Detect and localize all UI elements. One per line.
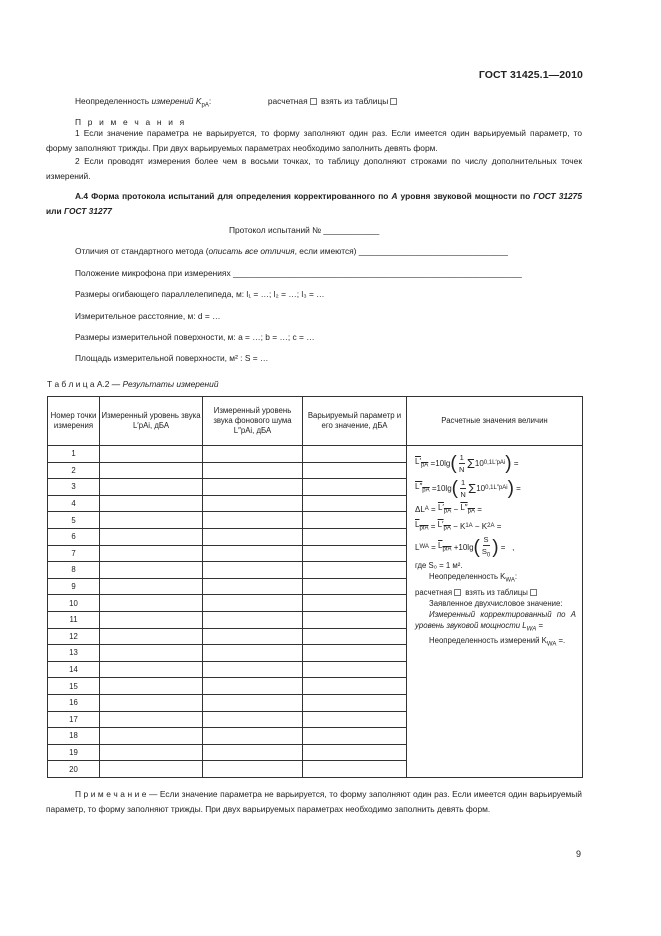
value-cell[interactable] [100, 446, 203, 463]
point-number: 11 [48, 611, 100, 628]
value-cell[interactable] [203, 528, 303, 545]
formula-lpfa: $L_{pfA}$ = $L'_{pA}$ − K 1A − K 2A = [415, 519, 502, 532]
point-number: 14 [48, 661, 100, 678]
distance-line: Измерительное расстояние, м: d = … [75, 311, 221, 321]
value-cell[interactable] [203, 562, 303, 579]
point-number: 17 [48, 711, 100, 728]
value-cell[interactable] [100, 611, 203, 628]
notes-title: П р и м е ч а н и я [75, 117, 187, 127]
value-cell[interactable] [203, 678, 303, 695]
formula-lpa1: $L'_{pA}$ =10lg ( $\frac{1}{N}$ Σ 10 0,1L′pAi ) = [415, 453, 519, 474]
value-cell[interactable] [303, 446, 407, 463]
value-cell[interactable] [100, 744, 203, 761]
value-cell[interactable] [303, 611, 407, 628]
point-number: 9 [48, 578, 100, 595]
measured-line: Измеренный корректированный по A уровень звуковой мощности $L_{WA}$ = [415, 609, 576, 633]
value-cell[interactable] [100, 512, 203, 529]
area-line: Площадь измерительной поверхности, м² : S = … [75, 353, 269, 363]
value-cell[interactable] [303, 545, 407, 562]
value-cell[interactable] [100, 528, 203, 545]
value-cell[interactable] [203, 611, 303, 628]
calc-cell [407, 446, 583, 778]
value-cell[interactable] [203, 446, 303, 463]
uncertainty-sub: pA [201, 102, 209, 109]
point-number: 2 [48, 462, 100, 479]
uncertainty-line [75, 96, 399, 109]
header-point: Номер точки измерения [48, 397, 100, 446]
value-cell[interactable] [203, 545, 303, 562]
value-cell[interactable] [203, 694, 303, 711]
table-label: взять из таблицы [320, 96, 389, 106]
differences-line: Отличия от стандартного метода (описать все отличия, если имеются) ________________________________ [75, 246, 508, 256]
point-number: 12 [48, 628, 100, 645]
section-heading: А.4 Форма протокола испытаний для определения корректированного по A уровня звуковой мощности по ГОСТ 31275 или ГОСТ 31277 [46, 191, 582, 216]
document-id: ГОСТ 31425.1—2010 [478, 69, 583, 81]
calc-unc-options: расчетная взять из таблицы [415, 587, 576, 598]
value-cell[interactable] [100, 628, 203, 645]
value-cell[interactable] [100, 462, 203, 479]
table-row [48, 446, 583, 463]
value-cell[interactable] [303, 678, 407, 695]
point-number: 3 [48, 479, 100, 496]
value-cell[interactable] [100, 661, 203, 678]
value-cell[interactable] [303, 562, 407, 579]
value-cell[interactable] [100, 678, 203, 695]
value-cell[interactable] [303, 595, 407, 612]
point-number: 7 [48, 545, 100, 562]
value-cell[interactable] [203, 595, 303, 612]
uncertainty-label: Неопределенность [75, 96, 152, 106]
value-cell[interactable] [203, 479, 303, 496]
formula-lwa: L WA = $L_{pfA}$ +10lg ( $\frac{S}{S_0}$ ) = , [415, 534, 515, 559]
microphone-line: Положение микрофона при измерениях ______________________________________________________________ [75, 268, 522, 278]
table-caption: Т а б л и ц а А.2 — Результаты измерений [47, 379, 219, 389]
value-cell[interactable] [303, 694, 407, 711]
point-number: 18 [48, 728, 100, 745]
value-cell[interactable] [100, 545, 203, 562]
value-cell[interactable] [303, 479, 407, 496]
value-cell[interactable] [203, 578, 303, 595]
value-cell[interactable] [303, 628, 407, 645]
page-number: 9 [575, 849, 581, 859]
value-cell[interactable] [203, 645, 303, 662]
table-checkbox[interactable] [390, 98, 397, 105]
protocol-title: Протокол испытаний № ____________ [229, 225, 380, 235]
value-cell[interactable] [100, 761, 203, 778]
value-cell[interactable] [203, 628, 303, 645]
value-cell[interactable] [203, 462, 303, 479]
value-cell[interactable] [203, 512, 303, 529]
value-cell[interactable] [303, 661, 407, 678]
unc2-line: Неопределенность измерений $K_{WA}$ =. [429, 636, 566, 648]
calc-checkbox-2[interactable] [454, 589, 461, 596]
value-cell[interactable] [303, 578, 407, 595]
value-cell[interactable] [203, 761, 303, 778]
uncertainty-colon: : [208, 96, 212, 106]
point-number: 15 [48, 678, 100, 695]
point-number: 20 [48, 761, 100, 778]
declared-line: Заявленное двухчисловое значение: [429, 598, 563, 608]
value-cell[interactable] [203, 495, 303, 512]
value-cell[interactable] [203, 711, 303, 728]
value-cell[interactable] [303, 512, 407, 529]
point-number: 16 [48, 694, 100, 711]
calc-unc: Неопределенность $K_{WA}$: [429, 572, 518, 584]
value-cell[interactable] [303, 645, 407, 662]
value-cell[interactable] [303, 761, 407, 778]
value-cell[interactable] [203, 744, 303, 761]
value-cell[interactable] [303, 744, 407, 761]
surface-line: Размеры измерительной поверхности, м: a = …; b = …; c = … [75, 332, 315, 342]
value-cell[interactable] [100, 645, 203, 662]
point-number: 13 [48, 645, 100, 662]
table-checkbox-2[interactable] [530, 589, 537, 596]
header-calc: Расчетные значения величин [407, 397, 583, 446]
value-cell[interactable] [303, 495, 407, 512]
calc-label: расчетная [267, 96, 308, 106]
point-number: 6 [48, 528, 100, 545]
value-cell[interactable] [100, 578, 203, 595]
value-cell[interactable] [303, 728, 407, 745]
formula-delta: ΔL A = $L'_{pA}$ − $L''_{pA}$ = [415, 502, 482, 515]
value-cell[interactable] [100, 728, 203, 745]
s0-line: где S₀ = 1 м². [415, 561, 463, 570]
note-1: 1 Если значение параметра не варьируется, то форму заполняют один раз. Если имеется один варьируемый параметр, то форму заполняют трижды. При двух варьируемых параметрах необходимо заполнить девять форм. [46, 128, 582, 153]
uncertainty-italic: измерений K [151, 96, 202, 106]
bottom-note: П р и м е ч а н и е — Если значение параметра не варьируется, то форму заполняют один раз. Если имеется один варьируемый параметр, то форму заполняют трижды. При двух варьируемых параметрах необходимо заполнить девять форм. [46, 789, 582, 814]
value-cell[interactable] [203, 728, 303, 745]
value-cell[interactable] [100, 479, 203, 496]
table-body [48, 446, 583, 778]
value-cell[interactable] [303, 462, 407, 479]
point-number: 4 [48, 495, 100, 512]
point-number: 5 [48, 512, 100, 529]
value-cell[interactable] [100, 711, 203, 728]
results-table [47, 396, 583, 778]
header-background: Измеренный уровень звука фонового шума L″pAi, дБА [203, 397, 303, 446]
value-cell[interactable] [100, 562, 203, 579]
note-2: 2 Если проводят измерения более чем в восьми точках, то таблицу дополняют строками по числу дополнительных точек измерений. [46, 156, 582, 181]
formula-lpa2: $L''_{pA}$ =10lg ( $\frac{1}{N}$ Σ 10 0,1L″pAi ) = [415, 478, 521, 499]
point-number: 1 [48, 446, 100, 463]
header-parameter: Варьируемый параметр и его значение, дБА [303, 397, 407, 446]
value-cell[interactable] [203, 661, 303, 678]
value-cell[interactable] [303, 528, 407, 545]
point-number: 19 [48, 744, 100, 761]
value-cell[interactable] [100, 694, 203, 711]
point-number: 10 [48, 595, 100, 612]
value-cell[interactable] [100, 595, 203, 612]
header-measured: Измеренный уровень звука L′pAi, дБА [100, 397, 203, 446]
point-number: 8 [48, 562, 100, 579]
value-cell[interactable] [303, 711, 407, 728]
dimensions-line: Размеры огибающего параллелепипеда, м: l₁ = …; l₂ = …; l₃ = … [75, 289, 325, 299]
value-cell[interactable] [100, 495, 203, 512]
calc-checkbox[interactable] [310, 98, 317, 105]
